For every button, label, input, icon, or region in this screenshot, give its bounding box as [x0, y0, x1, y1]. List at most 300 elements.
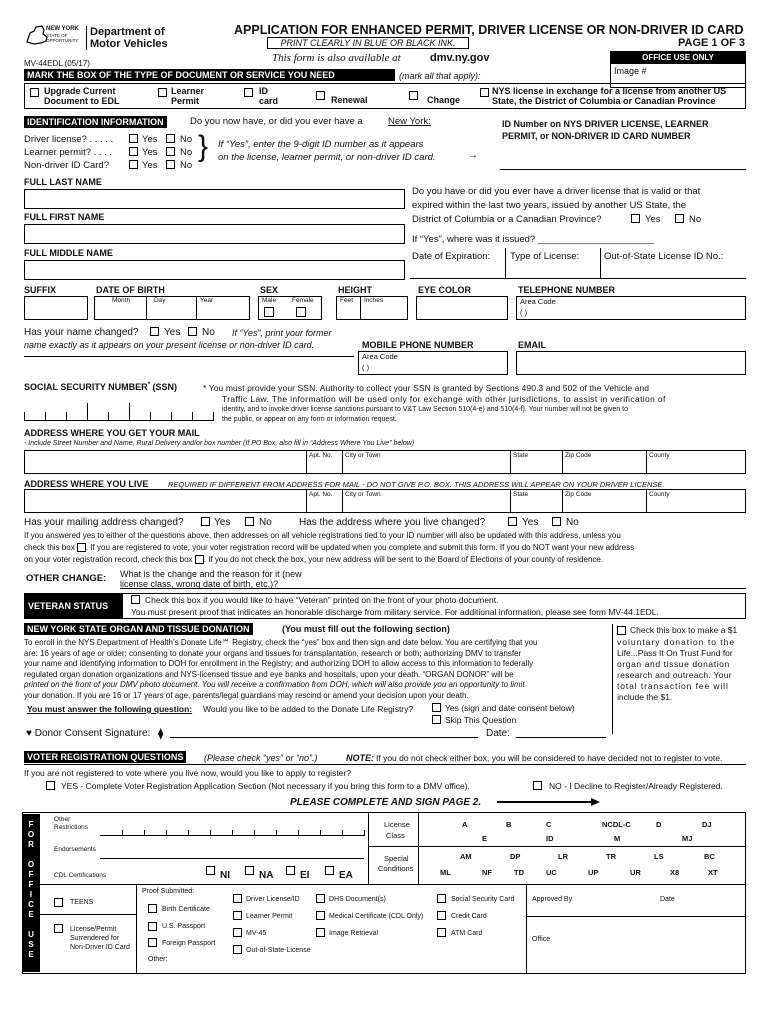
male-label: Male [262, 297, 277, 304]
side-letter: F [28, 820, 34, 829]
donation-side-7: include the $1. [617, 692, 673, 702]
other-restrictions-label-2: Restrictions [54, 824, 88, 831]
exchange-checkbox[interactable] [480, 88, 489, 97]
first-name-label: FULL FIRST NAME [24, 212, 105, 222]
dob-label: DATE OF BIRTH [96, 285, 165, 295]
other-state-yes-checkbox[interactable] [631, 214, 640, 223]
organ-yes-checkbox[interactable] [432, 703, 441, 712]
live-zip-divider [562, 489, 563, 513]
mail-address-input[interactable] [24, 450, 746, 474]
donation-checkbox[interactable] [617, 626, 626, 635]
type-divider [600, 248, 601, 278]
voter-yes-label: YES - Complete Voter Registration Application Section (Not necessary if you bring this form to a DMV office). [61, 781, 470, 791]
ssn-separator [129, 403, 130, 421]
side-letter: E [28, 910, 34, 919]
ssn-text-4: the public, or appear on any form or information request. [222, 416, 397, 423]
mail-city-label: City or Town [345, 452, 381, 459]
approval-date-label: Date [660, 896, 675, 903]
addr-change-p3a: on your voter registration record, check this box [24, 555, 193, 564]
other-change-q1: What is the change and the reason for it (new [120, 569, 302, 579]
lp-no-label: No [180, 147, 193, 158]
male-checkbox[interactable] [264, 307, 274, 317]
surrender-label-1: License/Permit [70, 926, 117, 933]
exp-divider [505, 248, 506, 278]
learner-label-2: Permit [171, 96, 200, 106]
dl-no-label: No [180, 134, 193, 145]
if-yes-line-1: If “Yes”, enter the 9-digit ID number as it appears [218, 139, 424, 150]
ssn-tick [150, 412, 151, 421]
image-retrieval-label: Image Retrieval [329, 930, 379, 937]
class-dj: DJ [702, 820, 712, 829]
organ-side-divider [612, 624, 613, 734]
email-label: EMAIL [518, 340, 546, 350]
class-c: C [546, 820, 552, 829]
veteran-line-1: Check this box if you would like to have “Veteran” printed on the front of your photo document. [145, 595, 499, 605]
class-b: B [506, 820, 512, 829]
q-driver-license: Driver license? . . . . . [24, 134, 114, 145]
endorsements-line[interactable] [100, 858, 364, 859]
organ-question-underlined: You must answer the following question: [27, 704, 193, 714]
ssc-checkbox[interactable] [437, 894, 446, 903]
office-rule [40, 884, 746, 885]
cond-dp: DP [510, 852, 521, 861]
complete-page2: PLEASE COMPLETE AND SIGN PAGE 2. [290, 797, 482, 808]
first-name-input[interactable] [24, 224, 405, 244]
office-use-section [22, 812, 746, 974]
side-letter: E [28, 950, 34, 959]
mail-apt-label: Apt. No. [309, 452, 333, 459]
dl-id-proof-checkbox[interactable] [233, 894, 242, 903]
email-input[interactable] [516, 351, 746, 375]
organ-p4: regulated organ donation organizations and NYS-licensed tissue and eye banks and hospitals, upon your death. “ORGAN DONOR” will be [24, 669, 514, 679]
id-number-label-1: ID Number on NYS DRIVER LICENSE, LEARNER [502, 119, 709, 129]
restr-tick [254, 830, 255, 836]
if-yes-line-2: on the license, learner permit, or non-driver ID card. [218, 152, 436, 163]
ssn-tick [171, 412, 172, 421]
class-ncdl-c: NCDL-C [602, 820, 631, 829]
class-d: D [656, 820, 662, 829]
learner-label-1: Learner [171, 86, 205, 96]
donor-date-label: Date: [486, 728, 510, 739]
organ-p1: To enroll in the NYS Department of Health’s Donate Life℠ Registry, check the “yes” box and then sign and date below. You are certifying that you [24, 638, 538, 647]
lp-yes-label: Yes [142, 147, 158, 158]
side-letter: F [28, 880, 34, 889]
cond-ls: LS [654, 852, 664, 861]
cond-x8: X8 [670, 868, 680, 877]
q-learner-permit: Learner permit? . . . . [24, 147, 113, 158]
ssn-tick [66, 412, 67, 421]
area-code-label: Area Code [520, 297, 556, 306]
mv45-label: MV-45 [246, 930, 267, 937]
foreign-passport-checkbox[interactable] [148, 938, 157, 947]
credit-card-label: Credit Card [451, 913, 487, 920]
signature-arrow-icon: ⧫ [158, 728, 164, 740]
side-letter: R [28, 840, 34, 849]
other-proof-label: Other: [148, 956, 168, 963]
office-label: Office [532, 936, 551, 943]
dob-divider-1 [146, 296, 147, 320]
logo-text-2: STATE OF [46, 33, 68, 38]
dl-yes-label: Yes [142, 134, 158, 145]
mailing-changed-yes-checkbox[interactable] [201, 517, 210, 526]
live-address-input[interactable] [24, 489, 746, 513]
atm-card-label: ATM Card [451, 930, 483, 937]
other-state-no-checkbox[interactable] [675, 214, 684, 223]
name-changed-yes-label: Yes [164, 327, 181, 338]
issued-where: If “Yes”, where was it issued? ______________________ [412, 234, 655, 245]
organ-p3: your name and identifying information to DOH for enrollment in the Registry; and authorizing DOH to allow access to this information to federally [24, 659, 534, 668]
addr-change-p3b: . If you do not check the box, your new address will be sent to the Board of Elections of your county of residence. [203, 555, 604, 564]
organ-skip-label: Skip This Question [445, 715, 517, 725]
id-info-question: Do you now have, or did you ever have a [190, 116, 363, 127]
passport-checkbox[interactable] [148, 922, 157, 931]
surrender-checkbox[interactable] [54, 924, 63, 933]
donation-side-1: Check this box to make a $1 [630, 625, 738, 635]
license-class-label-1: License [384, 820, 410, 829]
lp-no-checkbox[interactable] [166, 147, 175, 156]
approval-rule [526, 916, 746, 917]
ssn-tick [108, 412, 109, 421]
available-url[interactable]: dmv.ny.gov [430, 52, 490, 64]
restr-tick [364, 830, 365, 836]
mail-state-divider [510, 450, 511, 474]
ssc-label: Social Security Card [451, 896, 515, 903]
expiration-label: Date of Expiration: [412, 251, 491, 262]
id-info-header: IDENTIFICATION INFORMATION [24, 116, 167, 128]
cdl-ea-checkbox[interactable] [325, 866, 334, 875]
side-letter: F [28, 870, 34, 879]
upgrade-edl-checkbox[interactable] [30, 88, 39, 97]
id-label-2: card [259, 96, 279, 106]
medical-checkbox[interactable] [316, 911, 325, 920]
restr-tick [188, 830, 189, 836]
restr-tick [122, 830, 123, 836]
organ-p5: printed on the front of your DMV photo document. You will receive a confirmation from DOH, which will also provide you an opportunity to limit [24, 680, 525, 689]
live-address-note: REQUIRED IF DIFFERENT FROM ADDRESS FOR MAIL - DO NOT GIVE P.O. BOX. THIS ADDRESS WILL APPEAR ON YOUR DRIVER LICENSE. [168, 480, 665, 489]
mail-zip-divider [562, 450, 563, 474]
no-vehicle-update-checkbox[interactable] [77, 543, 86, 552]
feet-label: Feet [340, 297, 354, 304]
complete-arrow-icon [591, 798, 600, 806]
voter-yes-checkbox[interactable] [46, 781, 55, 790]
ssn-abbr: (SSN) [152, 382, 178, 392]
teens-rule [40, 914, 136, 915]
donor-date-line[interactable] [516, 737, 606, 738]
credit-card-checkbox[interactable] [437, 911, 446, 920]
mail-address-note: - Include Street Number and Name, Rural Delivery and/or box number (If PO Box, also fill in “Address Where You Live” below) [24, 440, 415, 447]
name-changed-no-checkbox[interactable] [188, 327, 197, 336]
organ-p2: are: 16 years of age or older; consenting to donate your organs and tissues for transplantation, research or both; authorizing DMV to transfer [24, 648, 522, 658]
side-letter [22, 850, 40, 860]
renewal-checkbox[interactable] [316, 91, 325, 100]
license-class-label-2: Class [386, 831, 405, 840]
organ-question: Would you like to be added to the Donate Life Registry? [203, 704, 414, 714]
image-retrieval-checkbox[interactable] [316, 928, 325, 937]
eye-color-label: EYE COLOR [418, 285, 472, 295]
name-changed-note-1: If “Yes”, print your former [232, 328, 332, 338]
form-number: MV-44EDL (05/17) [24, 59, 90, 68]
restr-tick [232, 830, 233, 836]
cdl-ni-label: NI [220, 870, 230, 881]
ssn-text-3: identity, and to invoke driver license sanctions pursuant to V&T Law Section 510(4-e) and 510(4-f). Your number will not be given to [222, 406, 628, 413]
birth-cert-label: Birth Certificate [162, 906, 210, 913]
veteran-header: VETERAN STATUS [24, 593, 123, 619]
nd-no-checkbox[interactable] [166, 160, 175, 169]
out-of-state-id-label: Out-of-State License ID No.: [604, 251, 724, 262]
complete-arrow-line [497, 801, 593, 803]
area-code-paren: ( ) [520, 308, 528, 317]
learner-proof-label: Learner Permit [246, 913, 293, 920]
class-e: E [482, 834, 488, 843]
proof-label: Proof Submitted: [142, 888, 195, 895]
side-letter: S [28, 940, 34, 949]
mail-zip-label: Zip Code [565, 452, 592, 459]
learner-proof-checkbox[interactable] [233, 911, 242, 920]
no-voter-update-checkbox[interactable] [195, 555, 204, 564]
teens-checkbox[interactable] [54, 898, 63, 907]
live-city-label: City or Town [345, 491, 381, 498]
organ-header: NEW YORK STATE ORGAN AND TISSUE DONATION [24, 623, 253, 635]
other-change-label: OTHER CHANGE: [26, 573, 107, 584]
medical-label: Medical Certificate (CDL Only) [329, 913, 424, 920]
live-city-divider [342, 489, 343, 513]
surrender-label-3: Non-Driver ID Card [70, 944, 130, 951]
veteran-checkbox[interactable] [131, 595, 140, 604]
brace-icon: } [198, 130, 209, 163]
restr-tick [144, 830, 145, 836]
month-label: Month [112, 297, 131, 304]
live-county-divider [646, 489, 647, 513]
available-prefix: This form is also available at [272, 52, 401, 64]
ssn-input[interactable] [24, 395, 214, 421]
other-change-q2: license class, wrong date of birth, etc.)? [120, 579, 279, 589]
mail-apt-divider [306, 450, 307, 474]
donation-side-4: organ and tissue donation [617, 659, 730, 669]
other-change-line[interactable] [120, 588, 746, 589]
restr-tick [166, 830, 167, 836]
cond-ml: ML [440, 868, 451, 877]
live-address-header: ADDRESS WHERE YOU LIVE [24, 479, 149, 489]
cdl-ea-label: EA [339, 870, 353, 881]
class-a: A [462, 820, 468, 829]
for-office-use-side-label [22, 814, 40, 972]
learner-permit-checkbox[interactable] [158, 88, 167, 97]
addr-change-p2b: . If you are registered to vote, your voter registration record will be updated when you complete and submit this form. If you do NOT want your new address [85, 543, 635, 552]
mobile-area-code-label: Area Code [362, 352, 398, 361]
ssn-label-text: SOCIAL SECURITY NUMBER [24, 382, 148, 392]
surrender-label-2: Surrendered for [70, 935, 120, 942]
live-apt-label: Apt. No. [309, 491, 333, 498]
cdl-ei-checkbox[interactable] [286, 866, 295, 875]
side-letter: U [28, 930, 34, 939]
other-state-yes-label: Yes [645, 214, 661, 225]
dob-divider-2 [196, 296, 197, 320]
ssn-tick [24, 412, 25, 421]
mail-city-divider [342, 450, 343, 474]
voter-rule [24, 764, 746, 765]
live-changed-no-checkbox[interactable] [552, 517, 561, 526]
id-number-field[interactable] [500, 148, 746, 170]
sex-label: SEX [260, 285, 279, 295]
endorsements-label: Endorsements [54, 846, 96, 853]
logo-divider [86, 26, 87, 50]
organ-must: (You must fill out the following section) [282, 624, 450, 634]
name-changed-yes-checkbox[interactable] [150, 327, 159, 336]
teens-label: TEENS [70, 899, 94, 906]
restr-tick [342, 830, 343, 836]
change-checkbox[interactable] [409, 91, 418, 100]
cond-nf: NF [482, 868, 492, 877]
special-cond-label-1: Special [384, 854, 409, 863]
mailing-changed-no-checkbox[interactable] [245, 517, 254, 526]
cdl-ei-label: EI [300, 870, 310, 881]
donation-side-6: total transaction fee will [617, 681, 729, 691]
live-changed-label: Has the address where you live changed? [299, 517, 486, 528]
mailing-changed-yes-label: Yes [214, 517, 231, 528]
side-letter: O [27, 830, 35, 839]
addr-change-p1: If you answered yes to either of the questions above, then addresses on all vehicle registrations tied to your ID number will also be updated with this address, unless you [24, 531, 621, 540]
donor-signature-line[interactable] [170, 737, 478, 738]
dhs-checkbox[interactable] [316, 894, 325, 903]
doc-type-note: (mark all that apply): [399, 71, 481, 81]
organ-paragraph [24, 638, 610, 701]
eye-color-input[interactable] [416, 296, 508, 320]
nys-logo [24, 24, 86, 52]
name-changed-no-label: No [202, 327, 215, 338]
id-number-label-2: PERMIT, or NON-DRIVER ID CARD NUMBER [502, 131, 691, 141]
voter-question: If you are not registered to vote where you live now, would you like to apply to register? [24, 768, 351, 778]
mv45-checkbox[interactable] [233, 928, 242, 937]
voter-no-label: NO - I Decline to Register/Already Registered. [549, 781, 723, 791]
veteran-line-2: You must present proof that indicates an honorable discharge from military service. For additional information, please see form MV-44.1EDL. [131, 607, 659, 617]
cdl-na-checkbox[interactable] [245, 866, 254, 875]
other-state-q2: expired within the last two years, issued by another US State, the [412, 200, 687, 211]
height-divider [360, 296, 361, 320]
live-zip-label: Zip Code [565, 491, 592, 498]
cond-bc: BC [704, 852, 715, 861]
change-label: Change [427, 95, 461, 105]
mail-county-divider [646, 450, 647, 474]
logo-text-1: NEW YORK [46, 26, 79, 32]
dept-line-2: Motor Vehicles [90, 38, 168, 50]
cdl-ni-checkbox[interactable] [206, 866, 215, 875]
cond-td: TD [514, 868, 524, 877]
year-label: Year [200, 297, 214, 304]
addr-change-p2 [24, 543, 634, 552]
live-changed-yes-checkbox[interactable] [508, 517, 517, 526]
cond-xt: XT [708, 868, 718, 877]
last-name-label: FULL LAST NAME [24, 177, 102, 187]
voter-note2-bold: NOTE: [346, 753, 374, 763]
day-label: Day [154, 297, 166, 304]
birth-cert-checkbox[interactable] [148, 904, 157, 913]
donation-side-5: research and outreach. Your [617, 670, 732, 680]
inches-label: Inches [364, 297, 384, 304]
side-letter: C [28, 900, 34, 909]
mail-state-label: State [513, 452, 529, 459]
passport-label: U.S. Passport [162, 923, 206, 930]
ssn-label [24, 382, 177, 392]
middle-name-label: FULL MIDDLE NAME [24, 248, 113, 258]
dl-no-checkbox[interactable] [166, 134, 175, 143]
side-letter: O [27, 860, 35, 869]
exchange-label-1: NYS license in exchange for a license from another US [492, 86, 727, 96]
last-name-input[interactable] [24, 189, 405, 209]
lp-yes-checkbox[interactable] [129, 147, 138, 156]
upgrade-label-1: Upgrade Current [44, 86, 116, 96]
print-note [267, 37, 469, 49]
donor-signature-label: ♥ Donor Consent Signature: [26, 728, 151, 739]
dept-line-1: Department of [90, 26, 165, 38]
form-title: APPLICATION FOR ENHANCED PERMIT, DRIVER LICENSE OR NON-DRIVER ID CARD [234, 23, 744, 37]
organ-p6: your donation. If you are 16 or 17 years of age, parents/legal guardians may rescind or amend your decision upon your death. [24, 690, 469, 700]
id-card-checkbox[interactable] [244, 88, 253, 97]
ssn-text-2: Traffic Law. The information will be used only for exchange with other jurisdictions, to assist in verification of [222, 394, 666, 404]
other-state-underline [410, 278, 746, 279]
mail-address-header: ADDRESS WHERE YOU GET YOUR MAIL [24, 428, 200, 438]
donation-side-3: Life...Pass It On Trust Fund for [617, 648, 733, 658]
foreign-passport-label: Foreign Passport [162, 940, 216, 947]
atm-card-checkbox[interactable] [437, 928, 446, 937]
name-changed-note-2: name exactly as it appears on your present license or non-driver ID card. [24, 340, 315, 350]
class-id: ID [546, 834, 554, 843]
mail-county-label: County [649, 452, 670, 459]
class-m: M [614, 834, 621, 843]
other-state-q1: Do you have or did you ever have a driver license that is valid or that [412, 186, 701, 197]
voter-header: VOTER REGISTRATION QUESTIONS [24, 751, 186, 763]
cond-ur: UR [630, 868, 641, 877]
donation-side-text [617, 637, 745, 703]
mobile-label: MOBILE PHONE NUMBER [362, 340, 474, 350]
exchange-label-2: State, the District of Columbia or Canadian Province [492, 96, 716, 106]
organ-skip-checkbox[interactable] [432, 715, 441, 724]
nd-yes-checkbox[interactable] [129, 160, 138, 169]
cond-uc: UC [546, 868, 557, 877]
special-cond-label-2: Conditions [378, 864, 414, 873]
restr-tick [210, 830, 211, 836]
upgrade-label-2: Document to EDL [44, 96, 120, 106]
live-changed-no-label: No [566, 517, 579, 528]
female-checkbox[interactable] [296, 307, 306, 317]
ssn-separator [87, 403, 88, 421]
mailing-changed-no-label: No [259, 517, 272, 528]
office-use-label: OFFICE USE ONLY [611, 52, 745, 64]
suffix-input[interactable] [24, 296, 88, 320]
live-state-label: State [513, 491, 529, 498]
cdl-na-label: NA [259, 870, 274, 881]
cond-am: AM [460, 852, 472, 861]
voter-note: (Please check “yes” or “no”.) [204, 753, 318, 763]
ssn-text-1: * You must provide your SSN. Authority to collect your SSN is granted by Sections 490.3 and 502 of the Vehicle and [203, 383, 650, 393]
other-restrictions-label-1: Other [54, 816, 71, 823]
doc-type-header: MARK THE BOX OF THE TYPE OF DOCUMENT OR SERVICE YOU NEED [24, 69, 395, 81]
live-changed-yes-label: Yes [522, 517, 539, 528]
cond-tr: TR [606, 852, 616, 861]
id-label-1: ID [259, 86, 268, 96]
mailing-changed-label: Has your mailing address changed? [24, 517, 184, 528]
addr-change-p2a: check this box [24, 543, 75, 552]
addr-change-p3 [24, 555, 603, 564]
middle-name-input[interactable] [24, 260, 405, 280]
telephone-label: TELEPHONE NUMBER [518, 285, 616, 295]
oos-checkbox[interactable] [233, 945, 242, 954]
dl-yes-checkbox[interactable] [129, 134, 138, 143]
female-label: Female [292, 297, 314, 304]
voter-no-checkbox[interactable] [533, 781, 542, 790]
surrender-divider [136, 884, 137, 974]
former-name-line[interactable] [24, 356, 354, 357]
mobile-area-code-paren: ( ) [362, 363, 370, 372]
